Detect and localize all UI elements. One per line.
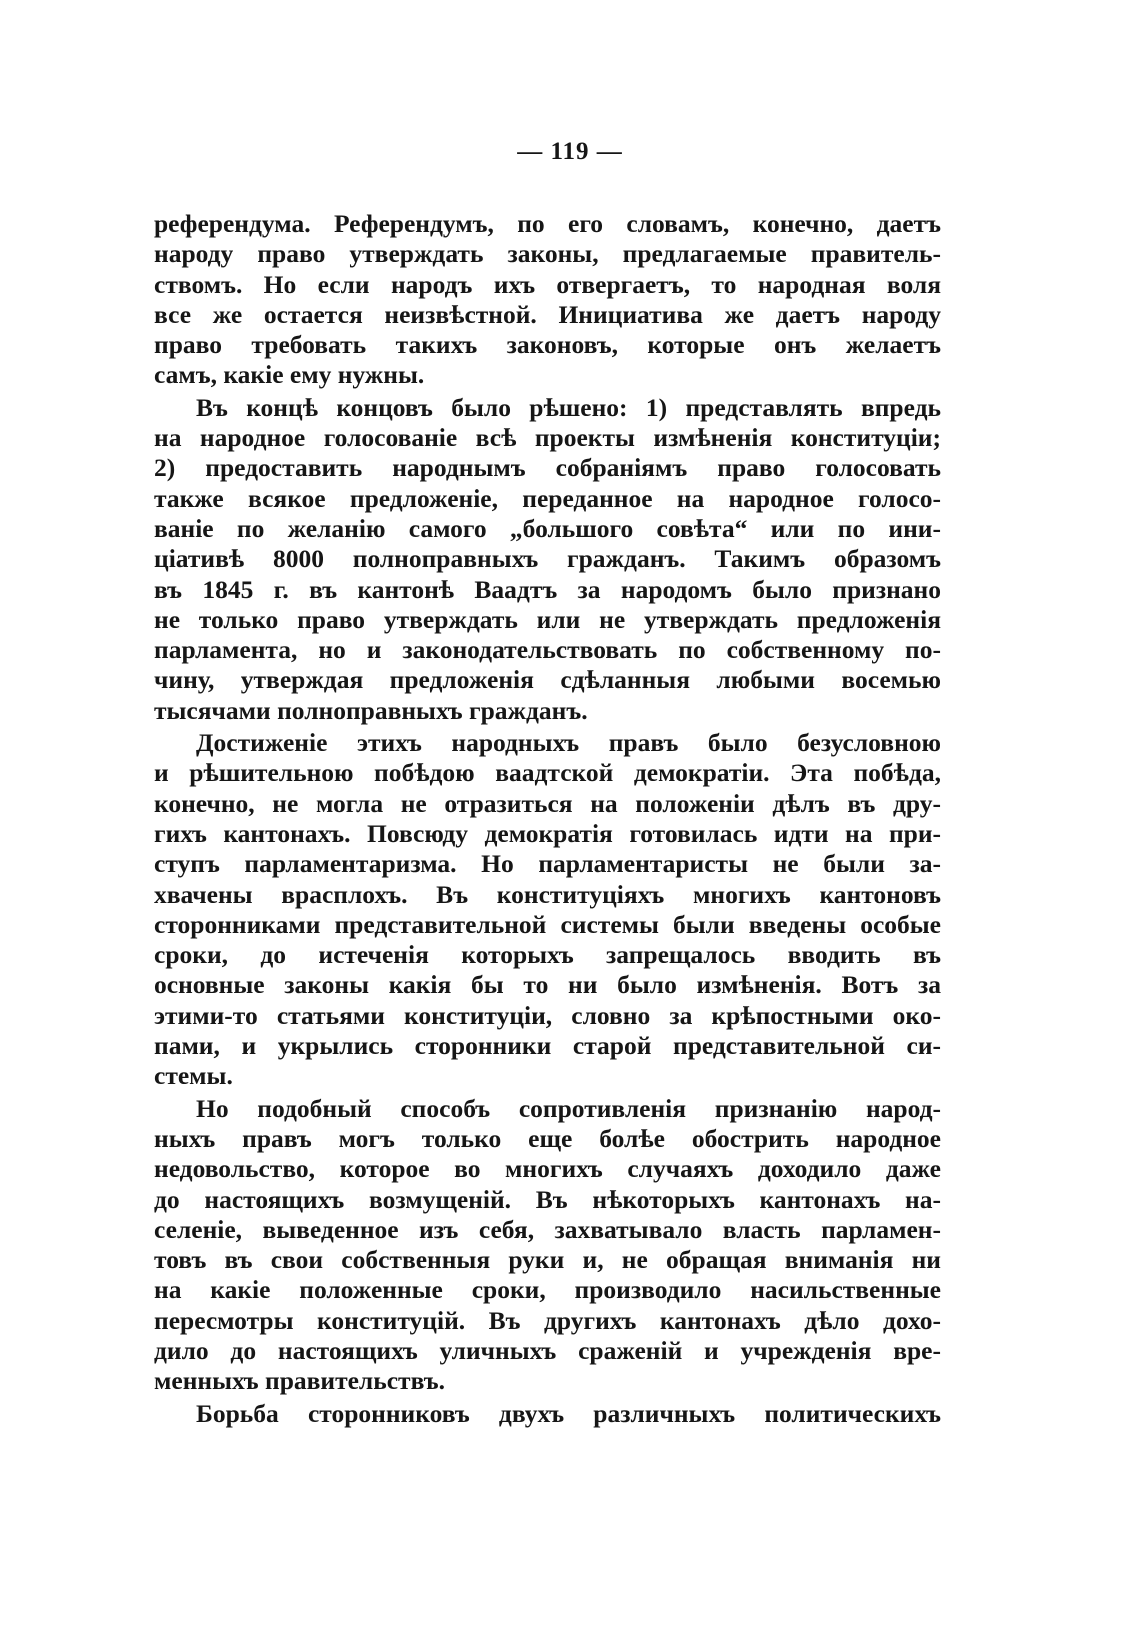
text-line: ваніе по желанію самого „большого совѣта“ или по ини- [154,513,941,543]
text-line: ствомъ. Но если народъ ихъ отвергаетъ, то народная воля [154,269,941,299]
text-line: все же остается неизвѣстной. Инициатива же даетъ народу [154,299,941,329]
text-line: ціативѣ 8000 полноправныхъ гражданъ. Такимъ образомъ [154,544,941,574]
text-line: 2) предоставить народнымъ собраніямъ право голосовать [154,453,941,483]
text-line: на какіе положенные сроки, производило насильственные [154,1275,941,1305]
text-line: и рѣшительною побѣдою ваадтской демократіи. Эта побѣда, [154,758,941,788]
text-line: менныхъ правительствъ. [154,1366,445,1396]
text-line: тысячами полноправныхъ гражданъ. [154,695,588,725]
text-line: этими-то статьями конституціи, словно за крѣпостными око- [154,1000,941,1030]
text-line: сторонниками представительной системы были введены особые [154,909,941,939]
text-line: право требовать такихъ законовъ, которые онъ желаетъ [154,330,941,360]
text-line: Борьба сторонниковъ двухъ различныхъ политическихъ [196,1398,941,1428]
text-line: дило до настоящихъ уличныхъ сраженій и учрежденія вре- [154,1335,941,1365]
page-number: — 119 — [517,138,623,165]
text-line: ступъ парламентаризма. Но парламентаристы не были за- [154,849,941,879]
text-line: недовольство, которое во многихъ случаяхъ доходило даже [154,1154,941,1184]
text-line: основные законы какія бы то ни было измѣненія. Вотъ за [154,970,941,1000]
text-line: пересмотры конституцій. Въ другихъ кантонахъ дѣло дохо- [154,1305,941,1335]
paragraph-3 [154,728,941,1092]
text-line: Достиженіе этихъ народныхъ правъ было безусловною [196,728,941,758]
paragraph-2 [154,393,941,726]
text-line: чину, утверждая предложенія сдѣланныя любыми восемью [154,665,941,695]
text-line: до настоящихъ возмущеній. Въ нѣкоторыхъ кантонахъ на- [154,1184,941,1214]
text-line: не только право утверждать или не утверждать предложенія [154,604,941,634]
text-line: на народное голосованіе всѣ проекты измѣненія конституціи; [154,423,941,453]
paragraph-1 [154,209,941,391]
text-line: пами, и укрылись сторонники старой представительной си- [154,1031,941,1061]
text-line: селеніе, выведенное изъ себя, захватывало власть парламен- [154,1214,941,1244]
body-text [154,209,941,1429]
text-line: ныхъ правъ могъ только еще болѣе обострить народное [154,1123,941,1153]
text-line: товъ въ свои собственныя руки и, не обращая вниманія ни [154,1245,941,1275]
text-line: Но подобный способъ сопротивленія признанію народ- [196,1093,941,1123]
text-line: также всякое предложеніе, переданное на народное голосо- [154,483,941,513]
text-line: стемы. [154,1061,233,1091]
text-line: въ 1845 г. въ кантонѣ Ваадтъ за народомъ было признано [154,574,941,604]
text-line: Въ концѣ концовъ было рѣшено: 1) представлять впредь [196,392,941,422]
paragraph-4 [154,1094,941,1397]
text-line: конечно, не могла не отразиться на положеніи дѣлъ въ дру- [154,788,941,818]
text-line: гихъ кантонахъ. Повсюду демократія готовилась идти на при- [154,818,941,848]
text-line: хвачены врасплохъ. Въ конституціяхъ многихъ кантоновъ [154,879,941,909]
text-line: самъ, какіе ему нужны. [154,360,425,390]
text-line: референдума. Референдумъ, по его словамъ, конечно, даетъ [154,209,941,238]
paragraph-5 [154,1399,941,1429]
text-line: парламента, но и законодательствовать по собственному по- [154,635,941,665]
text-line: сроки, до истеченія которыхъ запрещалось вводить въ [154,940,941,970]
text-line: народу право утверждать законы, предлагаемые правитель- [154,239,941,269]
